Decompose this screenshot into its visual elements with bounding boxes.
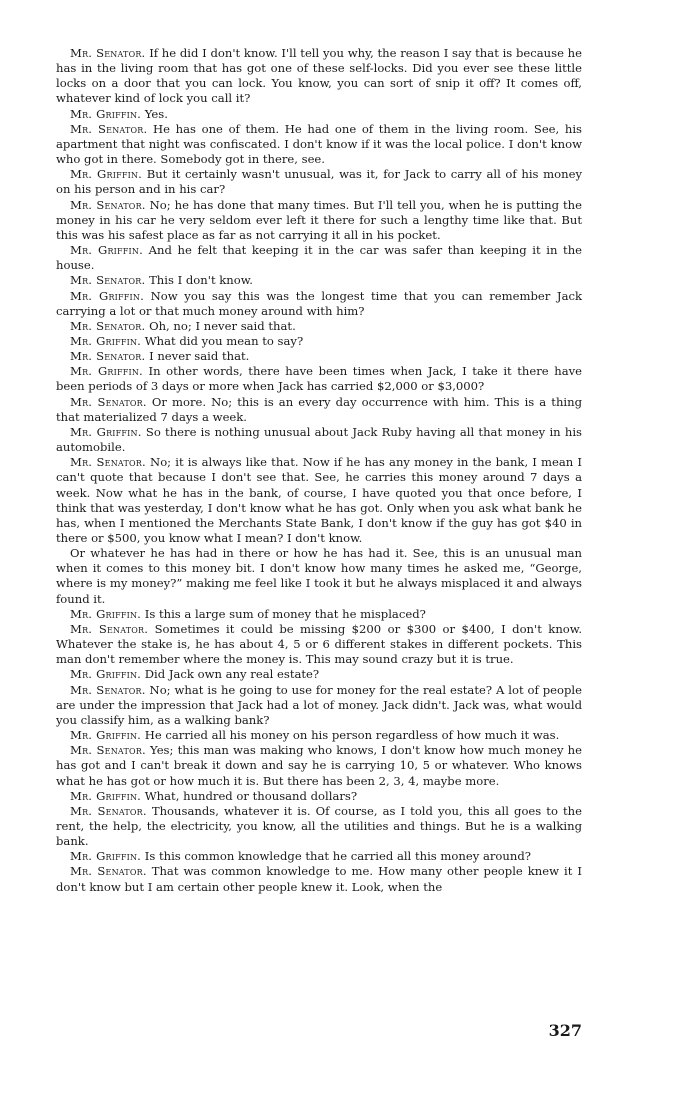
paragraph — [56, 395, 582, 425]
speaker-label: Mr. Griffin. — [70, 364, 143, 379]
paragraph-text: Or whatever he has had in there or how he has had it. See, this is an unusual man when it comes to this money bit. I don't know how many times he asked me, “George, where is my money?” making me feel like I took it but he always misplaced it and always found it. — [56, 546, 582, 606]
transcript-body — [56, 46, 582, 895]
paragraph — [56, 273, 582, 288]
speaker-label: Mr. Griffin. — [70, 606, 142, 621]
paragraph — [56, 46, 582, 107]
speaker-label: Mr. Senator. — [70, 121, 148, 136]
paragraph — [56, 683, 582, 728]
paragraph-text: What, hundred or thousand dollars? — [144, 788, 358, 803]
speaker-label: Mr. Senator. — [70, 682, 146, 697]
paragraph-text: Or more. No; this is an every day occurrence with him. This is a thing that materialized 7 days a week. — [56, 394, 583, 424]
paragraph-text: In other words, there have been times when Jack, I take it there have been periods of 3 days or more when Jack has carried $2,000 or $3,000? — [56, 364, 583, 394]
paragraph-text: Is this common knowledge that he carried all this money around? — [144, 849, 531, 864]
speaker-label: Mr. Griffin. — [70, 849, 142, 864]
speaker-label: Mr. Griffin. — [70, 667, 142, 682]
paragraph — [56, 349, 582, 364]
paragraph-text: And he felt that keeping it in the car was safer than keeping it in the house. — [56, 243, 583, 273]
paragraph-text: Thousands, whatever it is. Of course, as I told you, this all goes to the rent, the help, the electricity, you know, all the utilities and things. But he is a walking bank. — [56, 803, 583, 849]
speaker-label: Mr. Griffin. — [70, 788, 142, 803]
paragraph-text: I never said that. — [149, 349, 250, 364]
speaker-label: Mr. Senator. — [70, 621, 149, 636]
paragraph — [56, 789, 582, 804]
speaker-label: Mr. Senator. — [70, 455, 146, 470]
paragraph-text: That was common knowledge to me. How many other people knew it I don't know but I am certain other people knew it. Look, when the — [56, 864, 583, 894]
paragraph — [56, 364, 582, 394]
paragraph-text: Is this a large sum of money that he misplaced? — [144, 606, 426, 621]
speaker-label: Mr. Griffin. — [70, 288, 144, 303]
speaker-label: Mr. Senator. — [70, 743, 146, 758]
speaker-label: Mr. Senator. — [70, 349, 146, 364]
paragraph — [56, 667, 582, 682]
paragraph — [56, 728, 582, 743]
speaker-label: Mr. Griffin. — [70, 333, 142, 348]
paragraph — [56, 167, 582, 197]
paragraph-text: Did Jack own any real estate? — [144, 667, 320, 682]
speaker-label: Mr. Griffin. — [70, 167, 143, 182]
paragraph-text: Oh, no; I never said that. — [149, 318, 296, 333]
paragraph — [56, 198, 582, 243]
speaker-label: Mr. Griffin. — [70, 243, 143, 258]
paragraph-text: If he did I don't know. I'll tell you why, the reason I say that is because he has in the living room that has got one of these self-locks. Did you ever see these little locks on a door that you can lock. You know, you can sort of snip it off? It comes off, whatever kind of lock you call it? — [56, 46, 583, 106]
paragraph — [56, 743, 582, 788]
speaker-label: Mr. Griffin. — [70, 728, 142, 743]
speaker-label: Mr. Senator. — [70, 318, 146, 333]
speaker-label: Mr. Senator. — [70, 273, 146, 288]
speaker-label: Mr. Senator. — [70, 197, 146, 212]
paragraph — [56, 334, 582, 349]
paragraph — [56, 243, 582, 273]
paragraph — [56, 804, 582, 849]
paragraph — [56, 289, 582, 319]
paragraph-text: But it certainly wasn't unusual, was it, for Jack to carry all of his money on his person and in his car? — [56, 167, 582, 197]
paragraph — [56, 425, 582, 455]
paragraph-text: What did you mean to say? — [144, 333, 304, 348]
paragraph-text: No; what is he going to use for money for the real estate? A lot of people are under the impression that Jack had a lot of money. Jack didn't. Jack was, what would you classify him, as a walking bank? — [56, 682, 582, 727]
page-number: 327 — [548, 1021, 582, 1040]
speaker-label: Mr. Senator. — [70, 46, 146, 60]
paragraph-text: He carried all his money on his person regardless of how much it was. — [144, 728, 560, 743]
paragraph — [56, 622, 582, 667]
paragraph-text: Sometimes it could be missing $200 or $300 or $400, I don't know. Whatever the stake is, he has about 4, 5 or 6 different stakes in different pockets. This man don't remember where the money is. This may sound crazy but it is true. — [56, 621, 583, 667]
speaker-label: Mr. Senator. — [70, 394, 147, 409]
paragraph-text: No; it is always like that. Now if he has any money in the bank, I mean I can't quote that because I don't see that. See, he carries this money around 7 days a week. Now what he has in the bank, of course, I have quoted you that once before, I think that was yesterday, I don't know what he has got. Only when you ask what bank he has, when I mentioned the Merchants State Bank, I don't know if the guy has got $40 in there or $500, you know what I mean? I don't know. — [56, 455, 583, 545]
paragraph — [56, 864, 582, 894]
speaker-label: Mr. Senator. — [70, 803, 147, 818]
paragraph-text: No; he has done that many times. But I'll tell you, when he is putting the money in his car he very seldom ever left it there for such a lengthy time like that. But this was his safest place as far as not carrying it all in his pocket. — [56, 197, 583, 242]
paragraph-text: This I don't know. — [149, 273, 253, 288]
paragraph — [56, 122, 582, 167]
paragraph — [56, 107, 582, 122]
paragraph-text: Now you say this was the longest time that you can remember Jack carrying a lot or that much money around with him? — [56, 288, 583, 318]
speaker-label: Mr. Griffin. — [70, 106, 142, 121]
paragraph-text: Yes. — [144, 106, 168, 121]
paragraph — [56, 849, 582, 864]
paragraph — [56, 607, 582, 622]
paragraph-text: Yes; this man was making who knows, I don't know how much money he has got and I can't break it down and say he is carrying 10, 5 or whatever. Who knows what he has got or how much it is. But there has been 2, 3, 4, maybe more. — [56, 743, 583, 788]
paragraph — [56, 546, 582, 607]
paragraph — [56, 455, 582, 546]
paragraph-text: He has one of them. He had one of them in the living room. See, his apartment that night was confiscated. I don't know if it was the local police. I don't know who got in there. Somebody got in there, see. — [56, 121, 583, 167]
speaker-label: Mr. Senator. — [70, 864, 147, 879]
paragraph-text: So there is nothing unusual about Jack Ruby having all that money in his automobile. — [56, 424, 583, 455]
paragraph — [56, 319, 582, 334]
speaker-label: Mr. Griffin. — [70, 424, 142, 439]
